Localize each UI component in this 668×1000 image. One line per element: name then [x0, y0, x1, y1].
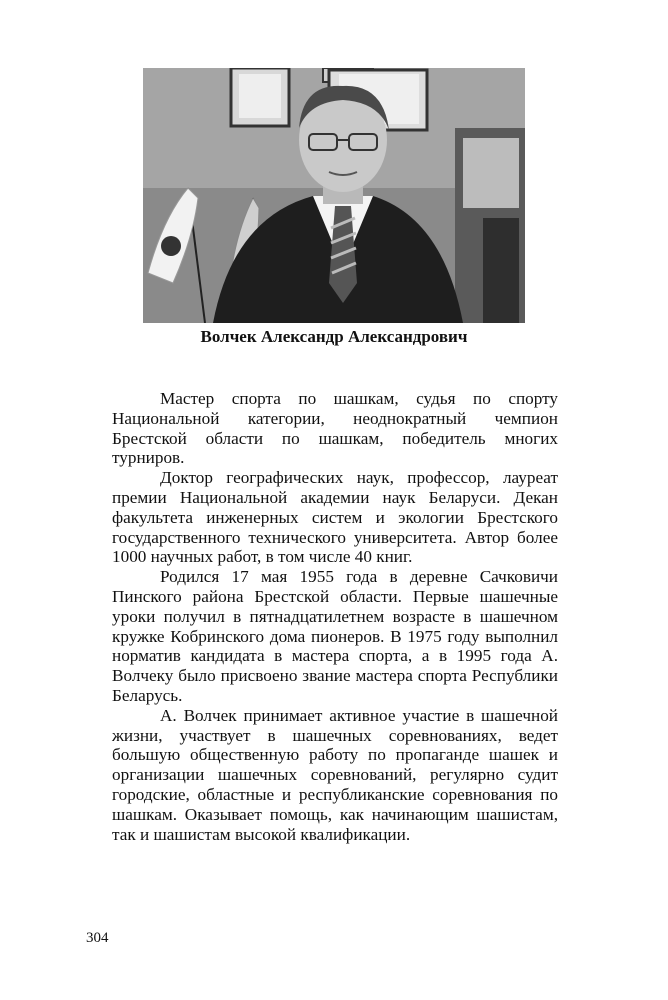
biography-text	[112, 389, 558, 844]
paragraph: Мастер спорта по шашкам, судья по спорту Национальной категории, неоднократный чемпион Брестской области по шашкам, победитель многих турниров.	[112, 389, 558, 468]
paragraph: Доктор географических наук, профессор, лауреат премии Национальной академии наук Беларуси. Декан факультета инженерных систем и экологии Брестского государственного технического университета. Автор более 1000 научных работ, в том числе 40 книг.	[112, 468, 558, 567]
paragraph: Родился 17 мая 1955 года в деревне Сачковичи Пинского района Брестской области. Первые шашечные уроки получил в пятнадцатилетнем возрасте в шашечном кружке Кобринского дома пионеров. В 1975 году выполнил норматив кандидата в мастера спорта, а в 1995 года А. Волчеку было присвоено звание мастера спорта Республики Беларусь.	[112, 567, 558, 705]
portrait-photo	[143, 68, 525, 323]
page-number: 304	[86, 930, 109, 946]
paragraph: А. Волчек принимает активное участие в шашечной жизни, участвует в шашечных соревнованиях, ведет большую общественную работу по пропаганде шашек и организации шашечных соревнований, регулярно судит городские, областные и республиканские соревнования по шашкам. Оказывает помощь, как начинающим шашистам, так и шашистам высокой квалификации.	[112, 705, 558, 844]
photo-caption: Волчек Александр Александрович	[200, 327, 468, 346]
